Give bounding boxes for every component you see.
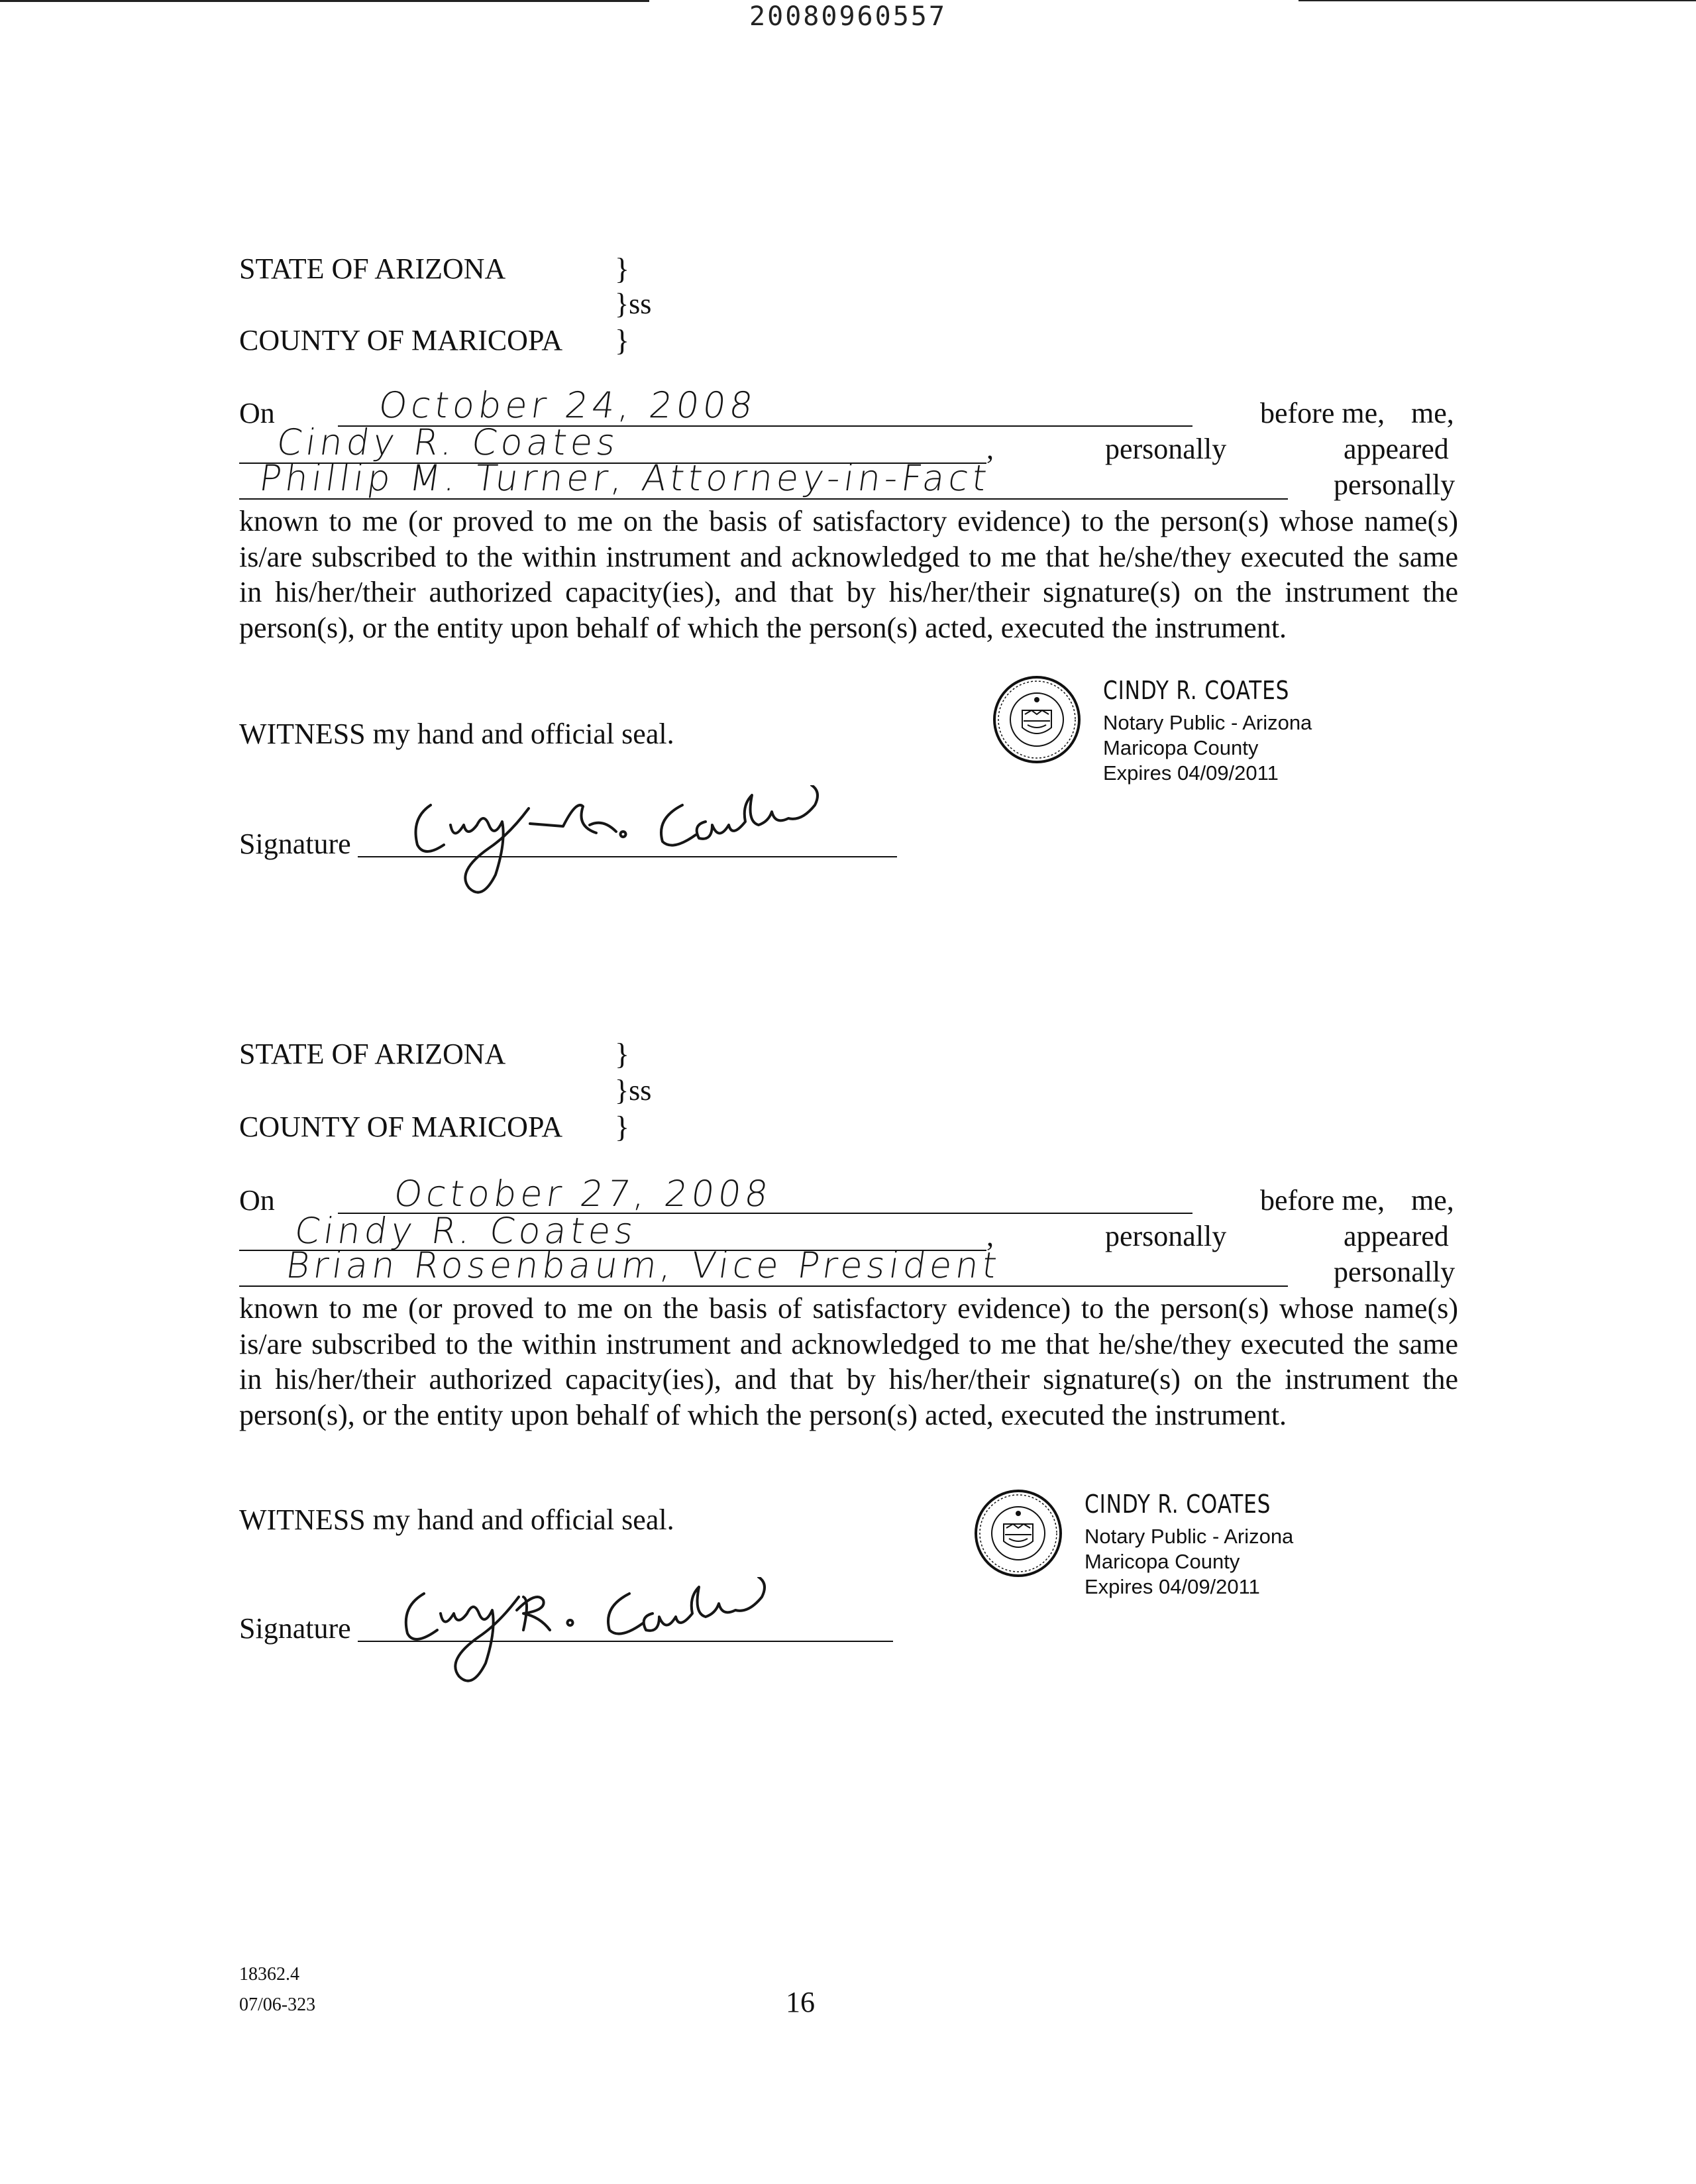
- acknowledgment-paragraph: known to me (or proved to me on the basis of satisfactory evidence) to the person(s) whose name(s) is/are subscribed to the within instrument and acknowledged to me that he/she/they executed the same in his/her/their authorized capacity(ies), and that by his/her/their signature(s) on the instrument the person(s), or the entity upon behalf of which the person(s) acted, executed the instrument.: [239, 1292, 1458, 1431]
- county-heading: COUNTY OF MARICOPA: [239, 324, 563, 356]
- county-heading: COUNTY OF MARICOPA: [239, 1111, 563, 1143]
- on-label: On: [239, 397, 275, 429]
- witness-line: WITNESS my hand and official seal.: [239, 1503, 674, 1536]
- handwritten-appearer: Brian Rosenbaum, Vice President: [283, 1244, 1004, 1286]
- notary-signature: [391, 1577, 894, 1703]
- appeared-label: appeared: [1344, 1220, 1449, 1252]
- signature-label: Signature: [239, 828, 351, 860]
- stamp-commission: Notary Public - Arizona: [1103, 711, 1312, 734]
- handwritten-date: October 27, 2008: [391, 1173, 775, 1215]
- personally-label: personally: [1334, 468, 1456, 501]
- page-number: 16: [786, 1986, 815, 2018]
- venue-brace: }: [615, 1110, 630, 1144]
- personally-label: personally: [1105, 1220, 1227, 1252]
- stamp-commission: Notary Public - Arizona: [1085, 1525, 1294, 1548]
- signature-label: Signature: [239, 1612, 351, 1645]
- stamp-county: Maricopa County: [1103, 736, 1259, 759]
- venue-ss: }ss: [615, 1074, 652, 1107]
- personally-label: personally: [1105, 433, 1227, 465]
- handwritten-appearer: Phillip M. Turner, Attorney-in-Fact: [256, 457, 994, 499]
- footer-code: 18362.4: [239, 1964, 299, 1985]
- stamp-notary-name: CINDY R. COATES: [1085, 1490, 1271, 1519]
- venue-brace: }: [615, 252, 630, 286]
- personally-label: personally: [1334, 1256, 1456, 1288]
- before-label: before me,: [1260, 397, 1385, 429]
- stamp-county: Maricopa County: [1085, 1550, 1240, 1573]
- handwritten-date: October 24, 2008: [376, 384, 760, 426]
- footer-code: 07/06-323: [239, 1994, 316, 2015]
- stamp-notary-name: CINDY R. COATES: [1103, 676, 1290, 705]
- stamp-expiration: Expires 04/09/2011: [1085, 1575, 1260, 1598]
- state-heading: STATE OF ARIZONA: [239, 252, 506, 285]
- handwritten-notary-name: Cindy R. Coates: [292, 1210, 641, 1252]
- notary-signature: [404, 785, 908, 911]
- handwritten-notary-name: Cindy R. Coates: [274, 421, 623, 463]
- appeared-label: appeared: [1344, 433, 1449, 465]
- on-label: On: [239, 1184, 275, 1217]
- comma: ,: [986, 1220, 994, 1252]
- me-label: me,: [1411, 1184, 1454, 1217]
- appearer-fill-line: [239, 1285, 1288, 1287]
- before-label: before me,: [1260, 1184, 1385, 1217]
- notary-seal-icon: [990, 673, 1083, 766]
- state-heading: STATE OF ARIZONA: [239, 1038, 506, 1070]
- acknowledgment-paragraph: known to me (or proved to me on the basis of satisfactory evidence) to the person(s) whose name(s) is/are subscribed to the within instrument and acknowledged to me that he/she/they executed the same in his/her/their authorized capacity(ies), and that by his/her/their signature(s) on the instrument the person(s), or the entity upon behalf of which the person(s) acted, executed the instrument.: [239, 505, 1458, 644]
- me-label: me,: [1411, 397, 1454, 429]
- notary-seal-icon: [972, 1487, 1065, 1580]
- appearer-fill-line: [239, 498, 1288, 500]
- witness-line: WITNESS my hand and official seal.: [239, 718, 674, 750]
- stamp-expiration: Expires 04/09/2011: [1103, 761, 1279, 785]
- venue-ss: }ss: [615, 288, 652, 320]
- recording-number: 20080960557: [749, 1, 947, 32]
- comma: ,: [986, 433, 994, 465]
- venue-brace: }: [615, 1037, 630, 1071]
- venue-brace: }: [615, 323, 630, 357]
